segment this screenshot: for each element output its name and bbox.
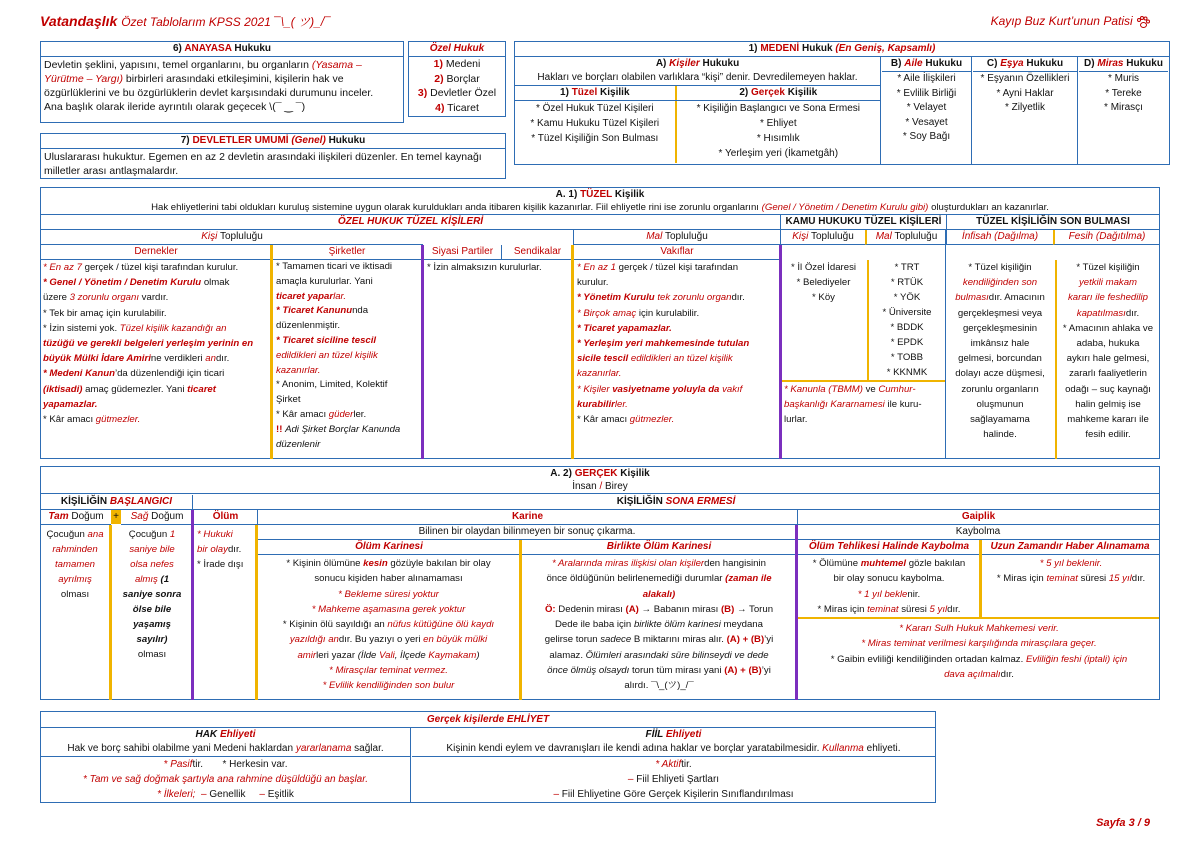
tam-dogum-body: Çocuğun ana rahminden tamamen ayrılmış olması	[46, 529, 104, 600]
olum-head: Ölüm	[193, 510, 257, 525]
sendikalar-head: Sendikalar	[501, 245, 573, 260]
ozel-hukuk-list	[409, 57, 505, 115]
ozel-hukuk-box	[408, 41, 506, 117]
aile-hukuku	[882, 57, 972, 164]
olum-karinesi-head: Ölüm Karinesi	[257, 540, 521, 555]
siyasi-partiler-head: Siyasi Partiler	[423, 245, 501, 260]
kisiler-title: A) Kişiler Hukuku	[655, 58, 740, 69]
gaiplik-desc: Kaybolma	[797, 525, 1159, 540]
infisah-head: İnfisah (Dağılma)	[947, 230, 1053, 245]
tehlike-head: Ölüm Tehlikesi Halinde Kaybolma	[797, 540, 981, 555]
divider	[109, 525, 112, 700]
kamu-kisi-head: Kişi Topluluğu	[781, 230, 865, 245]
gaiplik-head: Gaiplik	[797, 510, 1159, 525]
kisilik-body-row	[515, 101, 880, 163]
list-item: 4) Ticaret	[435, 101, 479, 114]
fesih-body: * Tüzel kişiliğin yetkili makam kararı ile feshedilip kapatılmasıdır. * Amacının ahlaka ve adaba, hukuka aykırı hale gelmesi, zararlı faaliyetlerin odağı – suç kaynağı halin gelmiş ise mahkeme kararı ile fesih edilir.	[1055, 260, 1159, 459]
anayasa-box	[40, 41, 404, 123]
miras-hukuku	[1079, 57, 1168, 164]
ehliyet-title: Gerçek kişilerde EHLİYET	[41, 712, 935, 728]
medeni-title: 1) MEDENİ Hukuk (En Geniş, Kapsamlı)	[515, 42, 1169, 57]
fiil-ehliyeti	[412, 728, 935, 803]
miras-list: * Muris * Tereke * Mirasçı	[1104, 73, 1143, 113]
tuzel-desc: Hak ehliyetlerini tabi oldukları kuruluş sistemine uygun olarak kuruldukları anda itibaren kişilik kazanırlar. Fiil ehliyetle rini ise zorunlu organlarını (Genel / Yönetim / Denetim Kurulu gibi) oluşturdukları an kazanırlar.	[41, 201, 1159, 215]
kisilik-head-row	[515, 86, 880, 101]
kamu-mal-head: Mal Topluluğu	[865, 230, 947, 245]
esya-list: * Eşyanın Özellikleri * Ayni Haklar * Zilyetlik	[980, 73, 1070, 113]
gercek-kisilik-head: 2) Gerçek Kişilik	[675, 86, 880, 100]
fesih-head: Fesih (Dağıtılma)	[1053, 230, 1159, 245]
dernekler-head: Dernekler	[41, 245, 271, 260]
esya-hukuku	[973, 57, 1078, 164]
page-header	[40, 13, 331, 30]
siyasi-body: * İzin almaksızın kurulurlar.	[427, 262, 542, 273]
divider	[571, 245, 574, 459]
anayasa-title: 6) ANAYASA Hukuku	[41, 42, 403, 57]
page-title: Vatandaşlık	[40, 13, 118, 29]
kisiler-desc: Hakları ve borçları olabilen varlıklara “kişi” denir. Devredilemeyen haklar.	[515, 71, 880, 86]
author	[991, 14, 1150, 29]
kisiligin-sona-ermesi-head: KİŞİLİĞİN SONA ERMESİ	[193, 495, 1159, 510]
divider	[795, 525, 798, 700]
divider	[421, 245, 424, 459]
tuzel-kisilik-head: 1) Tüzel Kişilik	[560, 87, 630, 98]
fiil-ehliyeti-head: FİİL Ehliyeti	[645, 729, 702, 740]
kamu-mal-list: * TRT * RTÜK * YÖK * Üniversite * BDDK * EPDK * TOBB * KKNMK	[867, 260, 945, 380]
hak-ehliyeti	[41, 728, 411, 803]
ozel-hukuk-title: Özel Hukuk	[409, 42, 505, 57]
sag-dogum-body: Çocuğun 1 saniye bile olsa nefes almış (1 saniye sonra ölse bile yaşamış sayılır) olması	[122, 529, 182, 660]
list-item: 1) Medeni	[433, 58, 481, 70]
kisiler-hukuku	[515, 57, 881, 164]
author-name: Kayıp Buz Kurt’unun Patisi	[990, 14, 1133, 28]
divider	[979, 540, 982, 617]
infisah-body: * Tüzel kişiliğin kendiliğinden son bulmasıdır. Amacının gerçekleşmesi veya gerçekleşmesinin imkânsız hale gelmesi, borcundan dolayı acze düşmesi, zorunlu organların oluşmunun sağlayamama halinde.	[955, 262, 1045, 441]
vakiflar-head: Vakıflar	[573, 245, 781, 260]
hak-body: * Pasiftir. * Herkesin var. * Tam ve sağ doğmak şartıyla ana rahmine düşüldüğü an başlar. * İlkeleri; – Genellik – Eşitlik	[83, 759, 368, 800]
tehlike-body: * Ölümüne muhtemel gözle bakılan bir olay sonucu kaybolma. * 1 yıl beklenir. * Miras için teminat süresi 5 yıldır.	[812, 558, 966, 615]
medeni-hukuk-box	[514, 41, 1170, 165]
sag-dogum-head: Sağ Doğum	[121, 510, 193, 525]
gercek-kisilik-box	[40, 466, 1160, 700]
kisi-toplulugu-head: Kişi Topluluğu	[41, 230, 423, 245]
karine-head: Karine	[257, 510, 797, 525]
tuzel-son-bulmasi-head: TÜZEL KİŞİLİĞİN SON BULMASI	[947, 215, 1159, 230]
fiil-desc: Kişinin kendi eylem ve davranışları ile kendi adına haklar ve borçlar yaratabilmesidir. Kullanma ehliyeti.	[412, 742, 935, 757]
gercek-title: A. 2) GERÇEK Kişilik	[550, 468, 650, 479]
aile-title: B) Aile Hukuku	[882, 57, 971, 72]
divider	[270, 245, 273, 459]
ehliyet-box	[40, 711, 936, 803]
kamu-note: * Kanunla (TBMM) ve Cumhur- başkanlığı Kararnamesi ile kuru- lurlar.	[782, 380, 945, 427]
sirketler-head: Şirketler	[271, 245, 423, 260]
devletler-text: Uluslararası hukuktur. Egemen en az 2 devletin arasındaki ilişkileri düzenler. En temel kaynağı milletler arası antlaşmalardır.	[44, 151, 482, 177]
tuzel-kisilik-list: * Özel Hukuk Tüzel Kişileri * Kamu Hukuku Tüzel Kişileri * Tüzel Kişiliğin Son Bulması	[530, 103, 660, 144]
page-subtitle: Özet Tablolarım KPSS 2021 ¯\_( ツ)_/¯	[121, 15, 331, 29]
gaiplik-body: * Kararı Sulh Hukuk Mahkemesi verir. * Miras teminat verilmesi karşılığında mirasçılara geçer. * Gaibin evliliği kendiliğinden ortadan kalmaz. Evliliğin feshi (iptali) için dava açılmalıdır.	[830, 623, 1128, 680]
gercek-kisilik-list: * Kişiliğin Başlangıcı ve Sona Ermesi * Ehliyet * Hısımlık * Yerleşim yeri (İkametgâh)	[675, 101, 880, 163]
tam-dogum-head: Tam Doğum	[41, 510, 111, 525]
dernekler-body: * En az 7 gerçek / tüzel kişi tarafından kurulur. * Genel / Yönetim / Denetim Kurulu olmak üzere 3 zorunlu organı vardır. * Tek bir amaç için kurulabilir. * İzin sistemi yok. Tüzel kişilik kazandığı an tüzüğü ve gerekli belgeleri yerleşim yerinin en büyük Mülki İdare Amirine verdikleri andır. * Medeni Kanun’da düzenlendiği için ticari (iktisadi) amaç güdemezler. Yani ticaret yapamazlar. * Kâr amacı gütmezler.	[43, 262, 254, 426]
esya-title: C) Eşya Hukuku	[973, 57, 1077, 72]
devletler-title: 7) DEVLETLER UMUMİ (Genel) Hukuku	[41, 134, 505, 149]
olum-body: * Hukuki bir olaydır. * İrade dışı	[197, 529, 244, 570]
birlikte-olum-body: * Aralarında miras ilişkisi olan kişilerden hangisinin önce öldüğünün belirlenemediği durumlar (zaman ile alakalı) Ö: Dedenin mirası (A) → Babanın mirası (B) → Torun Dede ile baba için birlikte ölüm karinesi meydana gelirse torun sadece B miktarını miras alır. (A) + (B)’yi alamaz. Ölümleri arasındaki süre bilinseydi ve dede önce ölmüş olsaydı torun tüm mirası yani (A) + (B)’yi alırdı. ¯\_(ツ)_/¯	[544, 558, 774, 692]
vakiflar-body: * En az 1 gerçek / tüzel kişi tarafından kurulur. * Yönetim Kurulu tek zorunlu organdır. * Birçok amaç için kurulabilir. * Ticaret yapamazlar. * Yerleşim yeri mahkemesinde tutulan sicile tescil edildikleri an tüzel kişilik kazanırlar. * Kişiler vasiyetname yoluyla da vakıf kurabilirler. * Kâr amacı gütmezler.	[577, 262, 750, 426]
paw-icon	[1136, 15, 1150, 29]
gercek-sub: İnsan / Birey	[41, 480, 1159, 494]
page-number: Sayfa 3 / 9	[1096, 817, 1150, 829]
divider	[798, 617, 1159, 619]
karine-desc: Bilinen bir olaydan bilinmeyen bir sonuç çıkarma.	[257, 525, 797, 540]
kamu-kisi-list: * İl Özel İdaresi * Belediyeler * Köy	[790, 262, 857, 303]
hak-ehliyeti-head: HAK Ehliyeti	[195, 729, 256, 740]
plus-sign: +	[111, 510, 121, 524]
aile-list: * Aile İlişkileri * Evlilik Birliği * Velayet * Vesayet * Soy Bağı	[896, 73, 957, 142]
anayasa-text: Devletin şeklini, yapısını, temel organlarını, bu organların (Yasama – Yürütme – Yargı) birbirleri arasındaki etkileşimini, kişilerin hak ve özgürlüklerini ve bu özgürlüklerin devlet karşısındaki durumunu inceler. Ana başlık olarak ileride ayrıntılı olarak geçecek \(¯ ‿ ¯)	[44, 59, 374, 113]
miras-title: D) Miras Hukuku	[1079, 57, 1168, 72]
mal-toplulugu-head: Mal Topluluğu	[573, 230, 781, 245]
list-item: 3) Devletler Özel	[417, 87, 497, 99]
kisiligin-baslangici-head: KİŞİLİĞİN BAŞLANGICI	[41, 495, 193, 510]
list-item: 2) Borçlar	[434, 72, 480, 85]
olum-karinesi-body: * Kişinin ölümüne kesin gözüyle bakılan bir olay sonucu kişiden haber alınamaması * Bekleme süresi yoktur * Mahkeme aşamasına gerek yoktur * Kişinin ölü sayıldığı an nüfus kütüğüne ölü kaydı yazıldığı andır. Bu yazıyı o yeri en büyük mülki amirleri yazar (İlde Vali, İlçede Kaymakam) * Mirasçılar teminat vermez. * Evlilik kendiliğinden son bulur	[282, 558, 495, 692]
tuzel-kisilik-box	[40, 187, 1160, 459]
divider	[519, 540, 522, 700]
divider	[945, 230, 946, 459]
hak-desc: Hak ve borç sahibi olabilme yani Medeni haklardan yararlanama sağlar.	[41, 742, 410, 757]
devletler-umumi-box	[40, 133, 506, 179]
kamu-hukuku-tuzel-head: KAMU HUKUKU TÜZEL KİŞİLERİ	[781, 215, 947, 230]
ozel-hukuk-tuzel-head: ÖZEL HUKUK TÜZEL KİŞİLERİ	[41, 215, 781, 230]
fiil-body: * Aktiftir. – Fiil Ehliyeti Şartları – Fiil Ehliyetine Göre Gerçek Kişilerin Sınıflandırılması	[553, 759, 794, 800]
uzun-zaman-body: * 5 yıl beklenir. * Miras için teminat süresi 15 yıldır.	[996, 558, 1146, 585]
sirketler-body: * Tamamen ticari ve iktisadi amaçla kurulurlar. Yani ticaret yaparlar. * Ticaret Kanununda düzenlenmiştir. * Ticaret siciline tescil edildikleri an tüzel kişilik kazanırlar. * Anonim, Limited, Kolektif Şirket * Kâr amacı güderler. !! Adi Şirket Borçlar Kanunda düzenlenir	[276, 261, 401, 450]
tuzel-title: A. 1) TÜZEL Kişilik	[555, 189, 645, 200]
divider	[191, 510, 194, 700]
uzun-zaman-head: Uzun Zamandır Haber Alınamama	[981, 540, 1159, 555]
birlikte-olum-head: Birlikte Ölüm Karinesi	[521, 540, 797, 555]
